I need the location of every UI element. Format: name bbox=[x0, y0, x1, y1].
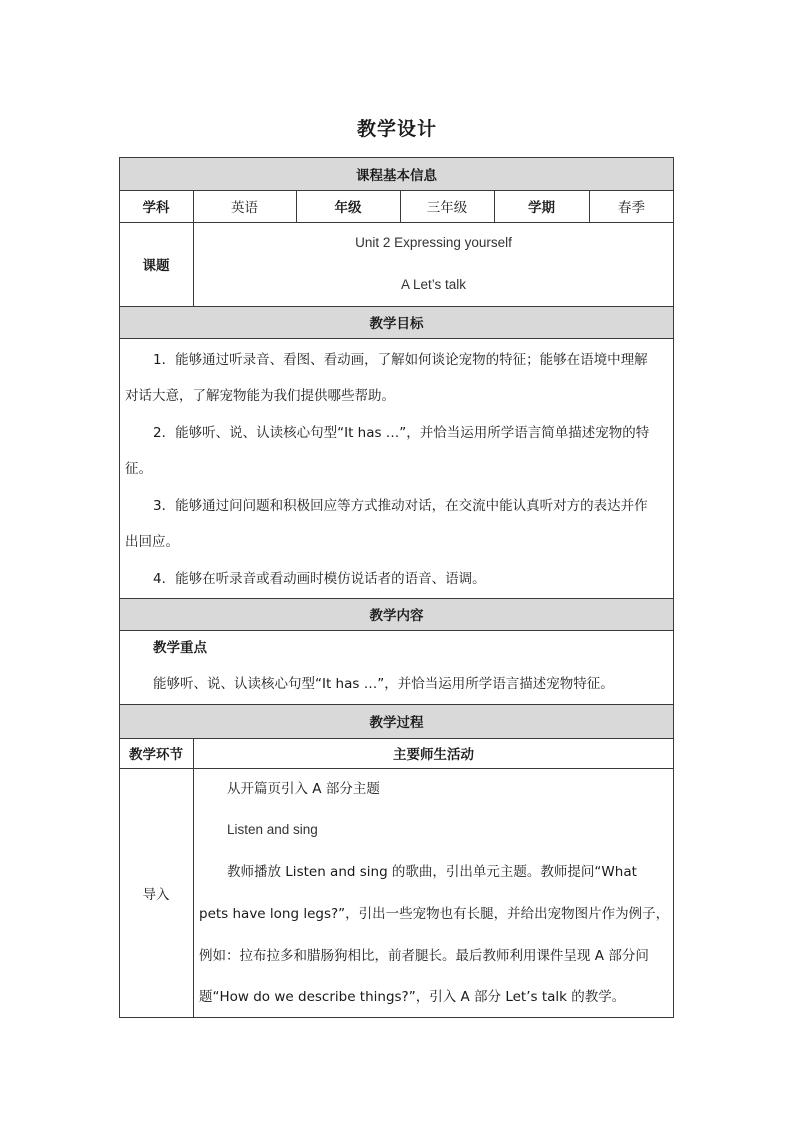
table-border bbox=[296, 190, 297, 222]
objective-line: 1．能够通过听录音、看图、看动画，了解如何谈论宠物的特征；能够在语境中理解 bbox=[153, 352, 648, 368]
table-border bbox=[119, 738, 674, 739]
topic-label: 课题 bbox=[142, 258, 170, 274]
table-border bbox=[193, 190, 194, 306]
objective-line: 4．能够在听录音或看动画时模仿说话者的语音、语调。 bbox=[153, 571, 486, 587]
intro-line: 教师播放 Listen and sing 的歌曲，引出单元主题。教师提问“What bbox=[227, 864, 637, 880]
topic-line-2: A Let’s talk bbox=[400, 277, 467, 292]
table-border bbox=[494, 190, 495, 222]
objectives-header: 教学目标 bbox=[119, 306, 674, 338]
table-border bbox=[119, 222, 674, 223]
table-border bbox=[119, 704, 674, 705]
intro-line: 题“How do we describe things?”，引入 A 部分 Let’s talk 的教学。 bbox=[199, 989, 626, 1005]
table-border bbox=[119, 190, 674, 191]
subject-value: 英语 bbox=[231, 200, 258, 216]
lesson-plan-table bbox=[119, 157, 674, 1018]
table-border bbox=[119, 306, 674, 307]
table-border bbox=[119, 157, 674, 158]
table-border bbox=[119, 338, 674, 339]
grade-value: 三年级 bbox=[426, 200, 468, 216]
objective-line: 征。 bbox=[125, 461, 152, 477]
page-title: 教学设计 bbox=[356, 118, 437, 140]
objective-line: 出回应。 bbox=[125, 534, 179, 550]
grade-label: 年级 bbox=[334, 200, 362, 216]
objective-line: 2．能够听、说、认读核心句型“It has …”，并恰当运用所学语言简单描述宠物的特 bbox=[153, 425, 650, 441]
table-border bbox=[400, 190, 401, 222]
key-point-text: 能够听、说、认读核心句型“It has …”，并恰当运用所学语言描述宠物特征。 bbox=[153, 676, 614, 692]
objective-line: 3．能够通过问问题和积极回应等方式推动对话，在交流中能认真听对方的表达并作 bbox=[153, 498, 648, 514]
table-border bbox=[119, 598, 674, 599]
term-label: 学期 bbox=[528, 200, 555, 216]
content-header: 教学内容 bbox=[119, 598, 674, 630]
table-border bbox=[193, 738, 194, 1018]
stage-column-header: 教学环节 bbox=[129, 747, 183, 763]
table-border bbox=[119, 630, 674, 631]
table-border bbox=[119, 157, 120, 1018]
table-border bbox=[589, 190, 590, 222]
table-border bbox=[673, 157, 674, 1018]
table-border bbox=[119, 768, 674, 769]
intro-line: 例如：拉布拉多和腊肠狗相比，前者腿长。最后教师利用课件呈现 A 部分问 bbox=[199, 948, 649, 964]
objective-line: 对话大意，了解宠物能为我们提供哪些帮助。 bbox=[125, 388, 395, 404]
intro-line: 从开篇页引入 A 部分主题 bbox=[227, 781, 380, 797]
process-header: 教学过程 bbox=[119, 704, 674, 738]
term-value: 春季 bbox=[618, 200, 645, 216]
intro-line: Listen and sing bbox=[227, 822, 318, 837]
stage-intro: 导入 bbox=[142, 887, 170, 903]
intro-line: pets have long legs?”，引出一些宠物也有长腿，并给出宠物图片作为例子， bbox=[199, 906, 670, 922]
key-point-label: 教学重点 bbox=[153, 640, 207, 656]
activity-column-header: 主要师生活动 bbox=[393, 747, 474, 763]
table-border bbox=[119, 1017, 674, 1018]
subject-label: 学科 bbox=[142, 200, 170, 216]
topic-line-1: Unit 2 Expressing yourself bbox=[355, 235, 512, 250]
basic-info-header: 课程基本信息 bbox=[119, 157, 674, 190]
